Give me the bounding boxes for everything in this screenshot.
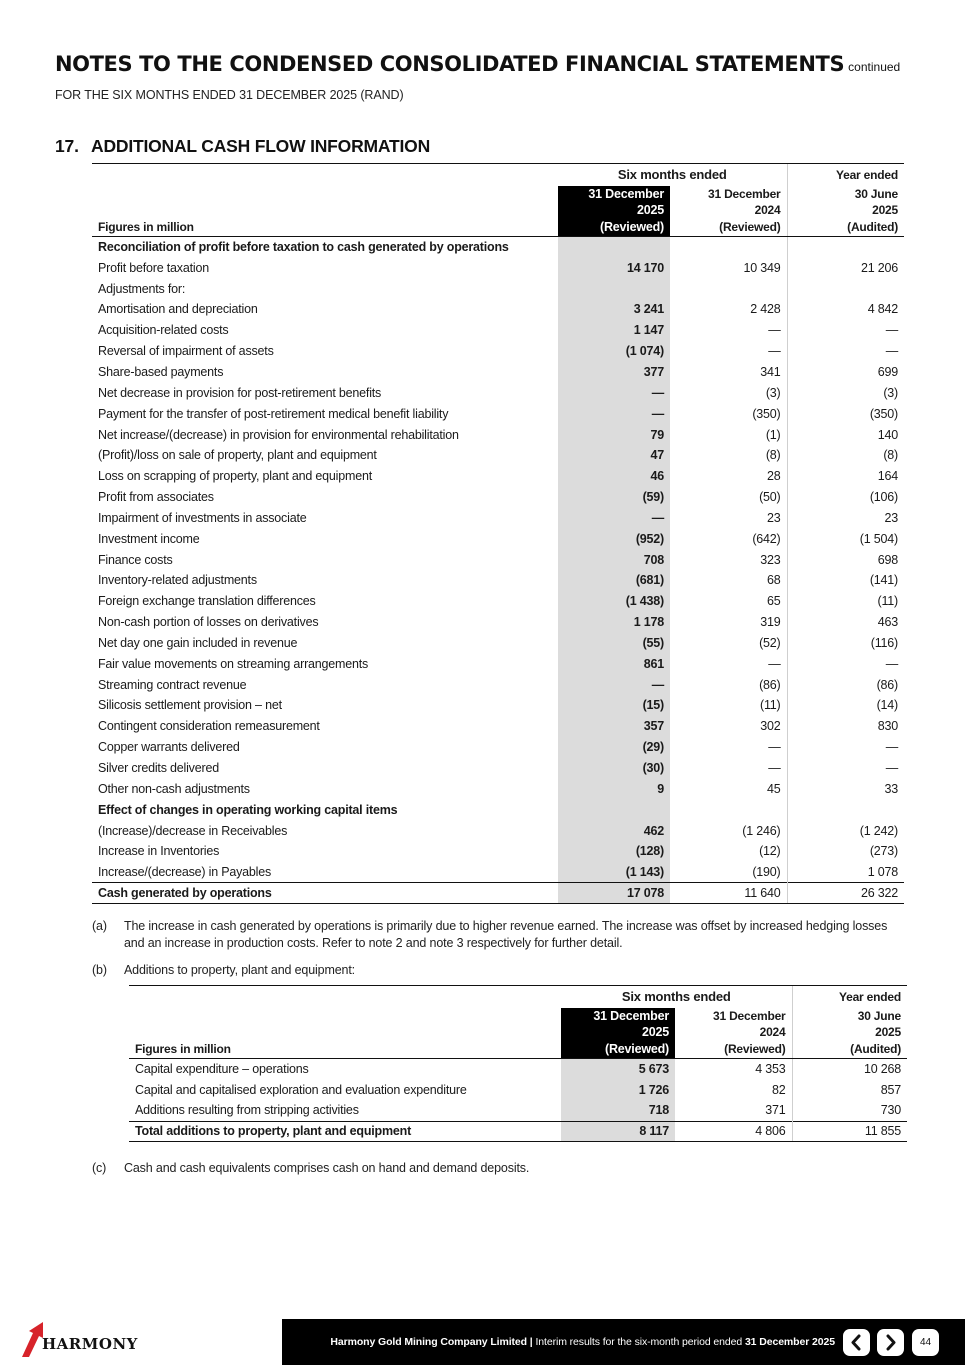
value-current-period: (30)	[558, 758, 670, 779]
value-year-ended	[787, 237, 904, 258]
value-current-period: 47	[558, 445, 670, 466]
chevron-right-icon	[877, 1329, 904, 1356]
value-prior-period: 23	[767, 510, 781, 525]
table-row	[92, 487, 904, 508]
value-current-period: (29)	[558, 737, 670, 758]
table-row	[92, 362, 904, 383]
value-prior-period: (1)	[765, 427, 781, 442]
value-prior-period: 68	[767, 573, 781, 588]
value-year-ended: (3)	[787, 382, 904, 403]
row-label: Loss on scrapping of property, plant and equipment	[98, 469, 372, 484]
value-prior-period: —	[768, 740, 781, 755]
table-row	[92, 737, 904, 758]
value-current-period: 718	[561, 1100, 675, 1121]
value-prior-period: —	[768, 761, 781, 776]
value-current-period: 14 170	[558, 257, 670, 278]
footer-separator: |	[526, 1336, 536, 1348]
row-label: Adjustments for:	[98, 281, 186, 296]
table-row	[92, 633, 904, 654]
note-a	[92, 918, 904, 952]
row-label: Finance costs	[98, 552, 173, 567]
row-label: (Increase)/decrease in Receivables	[98, 823, 288, 838]
value-year-ended: 857	[792, 1079, 907, 1100]
note-b	[92, 962, 904, 979]
value-year-ended: (273)	[787, 841, 904, 862]
table-row	[92, 507, 904, 528]
value-current-period: 5 673	[561, 1059, 675, 1080]
value-year-ended: 830	[787, 716, 904, 737]
table-row	[92, 591, 904, 612]
note-c-marker: (c)	[92, 1161, 107, 1175]
value-prior-period: 319	[760, 615, 781, 630]
value-year-ended: 699	[787, 362, 904, 383]
table-header-row-periods	[129, 1008, 907, 1059]
page-title	[55, 52, 900, 76]
footer-bar	[282, 1319, 965, 1365]
value-current-period: 3 241	[558, 299, 670, 320]
ppe-additions-table	[129, 985, 907, 1142]
table-row	[92, 612, 904, 633]
value-prior-period: —	[768, 344, 781, 359]
value-prior-period: 4 806	[675, 1121, 792, 1142]
col-header-line2: 2025	[641, 1025, 669, 1039]
table-row	[92, 299, 904, 320]
table-row	[92, 257, 904, 278]
value-current-period: (55)	[558, 633, 670, 654]
col-header-line3: (Reviewed)	[600, 219, 664, 234]
row-label: Silver credits delivered	[98, 761, 219, 776]
value-current-period: —	[558, 674, 670, 695]
note-c-text: Cash and cash equivalents comprises cash on hand and demand deposits.	[124, 1161, 530, 1175]
value-current-period: 1 147	[558, 320, 670, 341]
row-label: Inventory-related adjustments	[98, 573, 257, 588]
value-current-period: 8 117	[561, 1121, 675, 1142]
page-title-suffix: continued	[848, 60, 901, 74]
value-current-period: —	[558, 403, 670, 424]
column-header-dec-2024	[675, 1008, 792, 1059]
table-row	[92, 653, 904, 674]
chevron-left-icon	[843, 1329, 870, 1356]
col-header-line3: (Audited)	[850, 1041, 902, 1056]
value-year-ended: (11)	[787, 591, 904, 612]
value-year-ended: —	[787, 341, 904, 362]
value-current-period: 79	[558, 424, 670, 445]
table-row	[129, 1121, 907, 1142]
col-header-line1: 31 December	[588, 186, 664, 201]
value-year-ended: —	[787, 737, 904, 758]
value-current-period: —	[558, 382, 670, 403]
note-a-marker: (a)	[92, 919, 107, 933]
section-heading	[55, 136, 430, 157]
table-row	[92, 820, 904, 841]
col-header-line1: 31 December	[713, 1008, 786, 1023]
table-row	[92, 778, 904, 799]
page-subtitle: FOR THE SIX MONTHS ENDED 31 DECEMBER 2025 (RAND)	[55, 88, 404, 102]
value-year-ended	[787, 278, 904, 299]
table-row	[129, 1100, 907, 1121]
six-months-ended-header: Six months ended	[558, 164, 787, 186]
table-row	[92, 466, 904, 487]
value-prior-period: 341	[760, 364, 781, 379]
col-header-line1: 30 June	[857, 1008, 902, 1023]
value-current-period	[558, 278, 670, 299]
row-label: Profit before taxation	[98, 260, 209, 275]
footer-company: Harmony Gold Mining Company Limited	[330, 1336, 527, 1348]
value-year-ended: —	[787, 758, 904, 779]
page-title-text: NOTES TO THE CONDENSED CONSOLIDATED FINANCIAL STATEMENTS	[55, 52, 845, 76]
table-row	[92, 799, 904, 820]
note-b-text: Additions to property, plant and equipment:	[124, 963, 355, 977]
value-current-period: 1 726	[561, 1079, 675, 1100]
value-prior-period: (12)	[759, 844, 781, 859]
value-prior-period: (350)	[752, 406, 781, 421]
row-label: Increase in Inventories	[98, 844, 220, 859]
value-current-period: (15)	[558, 695, 670, 716]
col-header-line1: 31 December	[708, 186, 781, 201]
page-number: 44	[912, 1329, 939, 1356]
value-current-period: 861	[558, 653, 670, 674]
value-year-ended: 26 322	[787, 883, 904, 904]
note-a-text: The increase in cash generated by operations is primarily due to higher revenue earned. The increase was offset by increased hedging losses and an increase in production costs. Refer to note 2 and note 3 respectively for further detail.	[124, 919, 888, 950]
table-row	[92, 320, 904, 341]
value-year-ended: 10 268	[792, 1059, 907, 1080]
table-row	[92, 424, 904, 445]
table-row	[129, 1079, 907, 1100]
figures-in-million-label: Figures in million	[92, 186, 558, 237]
value-prior-period: 28	[767, 469, 781, 484]
ppe-table-body	[129, 1059, 907, 1142]
row-label: Acquisition-related costs	[98, 323, 229, 338]
value-year-ended: (116)	[787, 633, 904, 654]
column-header-jun-2025	[787, 186, 904, 237]
value-prior-period: (1 246)	[742, 823, 781, 838]
column-header-dec-2025	[558, 186, 670, 237]
col-header-line3: (Reviewed)	[719, 219, 781, 234]
previous-page-button[interactable]	[843, 1329, 870, 1356]
value-year-ended: 21 206	[787, 257, 904, 278]
table-row	[92, 341, 904, 362]
value-year-ended	[787, 799, 904, 820]
value-current-period: (681)	[558, 570, 670, 591]
value-year-ended: 140	[787, 424, 904, 445]
column-header-jun-2025	[792, 1008, 907, 1059]
row-label: Effect of changes in operating working capital items	[98, 802, 398, 817]
footer-description: Interim results for the six-month period ended	[535, 1336, 745, 1348]
row-label: Net day one gain included in revenue	[98, 635, 298, 650]
value-prior-period: (86)	[759, 677, 781, 692]
cash-flow-table-body	[92, 237, 904, 904]
value-current-period: (128)	[558, 841, 670, 862]
row-label: Foreign exchange translation differences	[98, 594, 316, 609]
value-year-ended: 23	[787, 507, 904, 528]
table-header-row-group	[92, 164, 904, 186]
value-prior-period: 11 640	[670, 883, 787, 904]
value-current-period: (1 438)	[558, 591, 670, 612]
value-current-period: 377	[558, 362, 670, 383]
value-current-period: (952)	[558, 528, 670, 549]
value-year-ended: 698	[787, 549, 904, 570]
row-label: Total additions to property, plant and equipment	[129, 1121, 561, 1142]
value-prior-period: 65	[767, 594, 781, 609]
value-current-period: (59)	[558, 487, 670, 508]
row-label: Non-cash portion of losses on derivatives	[98, 615, 319, 630]
table-row	[92, 841, 904, 862]
row-label: Capital expenditure – operations	[135, 1062, 309, 1077]
col-header-line3: (Reviewed)	[724, 1041, 786, 1056]
footer-text	[330, 1336, 835, 1348]
table-row	[92, 758, 904, 779]
footer-period: 31 December 2025	[744, 1336, 835, 1348]
value-prior-period: 323	[760, 552, 781, 567]
row-label: Impairment of investments in associate	[98, 510, 307, 525]
table-header-row-periods	[92, 186, 904, 237]
value-prior-period: (52)	[759, 635, 781, 650]
value-prior-period: (50)	[759, 490, 781, 505]
row-label: Net decrease in provision for post-retirement benefits	[98, 385, 382, 400]
column-header-dec-2025	[561, 1008, 675, 1059]
value-year-ended: (350)	[787, 403, 904, 424]
value-year-ended: 4 842	[787, 299, 904, 320]
value-year-ended: (141)	[787, 570, 904, 591]
value-current-period: —	[558, 507, 670, 528]
row-label: Silicosis settlement provision – net	[98, 698, 282, 713]
value-year-ended: 33	[787, 778, 904, 799]
value-prior-period: —	[768, 656, 781, 671]
col-header-line2: 2024	[759, 1025, 786, 1039]
header-empty-cell	[92, 164, 558, 186]
value-prior-period: (8)	[765, 448, 781, 463]
value-prior-period: 45	[767, 781, 781, 796]
value-current-period: 462	[558, 820, 670, 841]
col-header-line2: 2025	[875, 1025, 902, 1039]
value-year-ended: 730	[792, 1100, 907, 1121]
col-header-line1: 31 December	[593, 1008, 669, 1023]
table-row	[92, 237, 904, 258]
value-prior-period	[670, 278, 787, 299]
note-b-marker: (b)	[92, 963, 107, 977]
row-label: Fair value movements on streaming arrangements	[98, 656, 369, 671]
value-prior-period: 82	[772, 1082, 786, 1097]
table-row	[92, 674, 904, 695]
value-year-ended: (8)	[787, 445, 904, 466]
value-year-ended: 1 078	[787, 862, 904, 883]
table-row	[92, 570, 904, 591]
harmony-logo-text: HARMONY	[42, 1335, 138, 1353]
col-header-line3: (Reviewed)	[605, 1041, 669, 1056]
note-c	[92, 1160, 904, 1177]
value-year-ended: (106)	[787, 487, 904, 508]
row-label: Investment income	[98, 531, 200, 546]
value-prior-period: —	[768, 323, 781, 338]
value-prior-period	[670, 799, 787, 820]
value-year-ended: 463	[787, 612, 904, 633]
value-year-ended: 164	[787, 466, 904, 487]
col-header-line1: 30 June	[854, 186, 899, 201]
year-ended-header: Year ended	[792, 986, 907, 1008]
value-year-ended: (1 504)	[787, 528, 904, 549]
table-row	[92, 382, 904, 403]
table-row	[92, 445, 904, 466]
value-prior-period: 4 353	[755, 1062, 786, 1077]
value-year-ended: (86)	[787, 674, 904, 695]
figures-in-million-label: Figures in million	[129, 1008, 561, 1059]
header-empty-cell	[129, 986, 561, 1008]
section-number: 17.	[55, 136, 79, 156]
value-year-ended: (1 242)	[787, 820, 904, 841]
row-label: (Profit)/loss on sale of property, plant and equipment	[98, 448, 377, 463]
row-label: Increase/(decrease) in Payables	[98, 864, 272, 879]
row-label: Amortisation and depreciation	[98, 302, 258, 317]
row-label: Payment for the transfer of post-retirement medical benefit liability	[98, 406, 449, 421]
table-row	[92, 695, 904, 716]
value-current-period: (1 074)	[558, 341, 670, 362]
value-prior-period: (11)	[760, 698, 781, 713]
value-year-ended: —	[787, 653, 904, 674]
row-label: Streaming contract revenue	[98, 677, 247, 692]
value-prior-period	[670, 237, 787, 258]
value-prior-period: (3)	[765, 385, 781, 400]
value-current-period: 708	[558, 549, 670, 570]
table-row	[129, 1059, 907, 1080]
cash-flow-reconciliation-table	[92, 163, 904, 904]
value-year-ended: (14)	[787, 695, 904, 716]
table-row	[92, 528, 904, 549]
year-ended-header: Year ended	[787, 164, 904, 186]
table-row	[92, 278, 904, 299]
row-label: Additions resulting from stripping activities	[135, 1103, 359, 1118]
six-months-ended-header: Six months ended	[561, 986, 792, 1008]
value-prior-period: 10 349	[743, 260, 781, 275]
value-current-period: (1 143)	[558, 862, 670, 883]
value-year-ended: 11 855	[792, 1121, 907, 1142]
table-row	[92, 716, 904, 737]
value-current-period: 46	[558, 466, 670, 487]
row-label: Net increase/(decrease) in provision for environmental rehabilitation	[98, 427, 459, 442]
table-row	[92, 862, 904, 883]
row-label: Copper warrants delivered	[98, 740, 240, 755]
col-header-line2: 2025	[636, 203, 664, 217]
row-label: Reversal of impairment of assets	[98, 344, 274, 359]
value-prior-period: 2 428	[750, 302, 781, 317]
value-current-period	[558, 237, 670, 258]
col-header-line2: 2025	[872, 203, 899, 217]
table-header-row-group	[129, 986, 907, 1008]
value-year-ended: —	[787, 320, 904, 341]
row-label: Contingent consideration remeasurement	[98, 719, 320, 734]
value-current-period: 17 078	[558, 883, 670, 904]
row-label: Other non-cash adjustments	[98, 781, 250, 796]
row-label: Profit from associates	[98, 490, 214, 505]
value-prior-period: 371	[765, 1103, 786, 1118]
value-current-period: 1 178	[558, 612, 670, 633]
row-label: Capital and capitalised exploration and evaluation expenditure	[135, 1082, 467, 1097]
next-page-button[interactable]	[877, 1329, 904, 1356]
value-prior-period: 302	[760, 719, 781, 734]
harmony-logo	[20, 1316, 150, 1358]
table-row	[92, 883, 904, 904]
table-row	[92, 549, 904, 570]
col-header-line3: (Audited)	[847, 219, 899, 234]
value-prior-period: (642)	[752, 531, 781, 546]
row-label: Reconciliation of profit before taxation to cash generated by operations	[98, 240, 509, 255]
value-current-period: 357	[558, 716, 670, 737]
value-current-period: 9	[558, 778, 670, 799]
row-label: Share-based payments	[98, 364, 224, 379]
value-prior-period: (190)	[752, 864, 781, 879]
section-title: ADDITIONAL CASH FLOW INFORMATION	[91, 136, 431, 156]
row-label: Cash generated by operations	[92, 883, 558, 904]
table-row	[92, 403, 904, 424]
col-header-line2: 2024	[754, 203, 781, 217]
column-header-dec-2024	[670, 186, 787, 237]
value-current-period	[558, 799, 670, 820]
